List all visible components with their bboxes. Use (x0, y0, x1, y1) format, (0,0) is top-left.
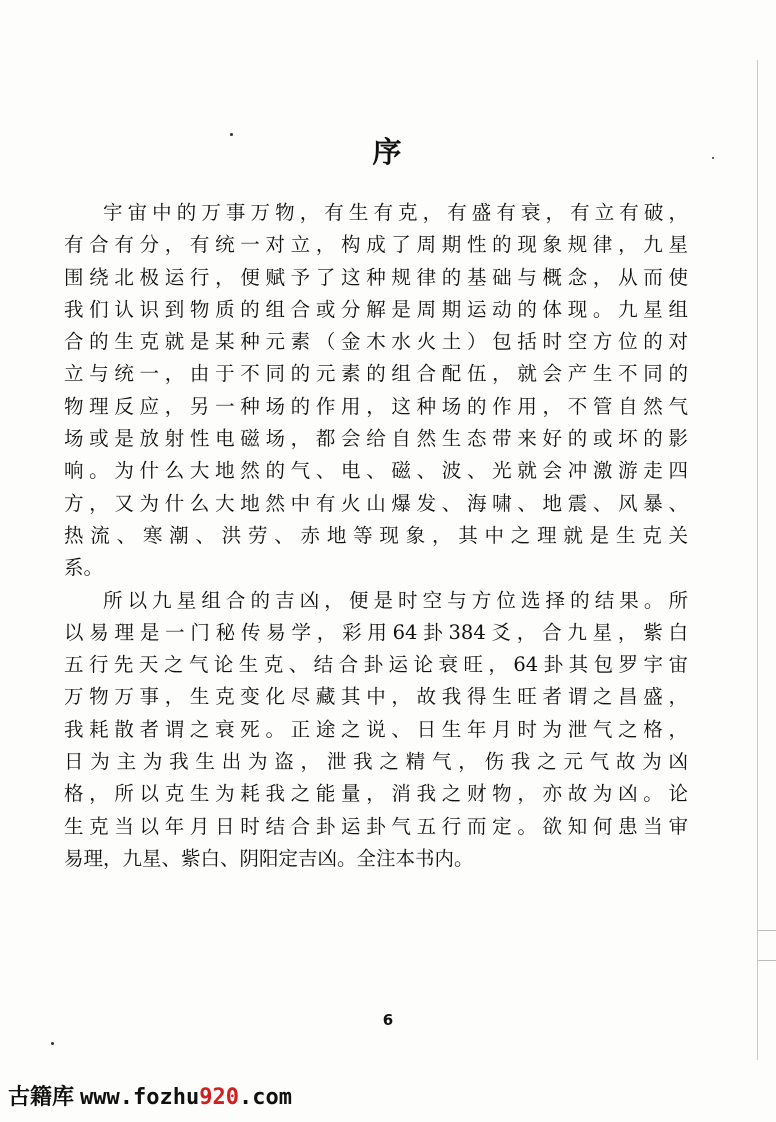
text-line: 万物万事，生克变化尽藏其中，故我得生旺者谓之昌盛， (64, 685, 688, 709)
watermark-url-suffix: .com (238, 1085, 292, 1110)
watermark-url-accent: 920 (199, 1085, 239, 1110)
text-line: 易理，九星、紫白、阴阳定吉凶。全注本书内。 (64, 846, 474, 870)
text-line: 热流、寒潮、洪劳、赤地等现象，其中之理就是生克关 (64, 523, 688, 547)
text-line: 围绕北极运行，便赋予了这种规律的基础与概念，从而使 (64, 265, 688, 289)
text-line: 方，又为什么大地然中有火山爆发、海啸、地震、风暴、 (64, 491, 688, 515)
site-watermark (8, 1083, 292, 1113)
text-line: 我们认识到物质的组合或分解是周期运动的体现。九星组 (64, 297, 688, 321)
text-line: 有合有分，有统一对立，构成了周期性的现象规律，九星 (64, 233, 688, 257)
scan-edge-mark (758, 930, 776, 931)
preface-body (64, 197, 688, 875)
page-number: 6 (382, 1011, 394, 1029)
text-line: 系。 (64, 556, 104, 580)
text-line: 响。为什么大地然的气、电、磁、波、光就会冲激游走四 (64, 459, 688, 483)
text-line: 宇宙中的万事万物，有生有克，有盛有衰，有立有破， (103, 201, 688, 224)
text-line: 立与统一，由于不同的元素的组合配伍，就会产生不同的 (64, 362, 688, 386)
text-line: 日为主为我生出为盗，泄我之精气，伤我之元气故为凶 (64, 750, 688, 774)
text-line: 以易理是一门秘传易学，彩用64卦384爻，合九星，紫白 (64, 620, 688, 644)
text-line: 所以九星组合的吉凶，便是时空与方位选择的结果。所 (103, 588, 688, 612)
text-line: 物理反应，另一种场的作用，这种场的作用，不管自然气 (64, 394, 688, 418)
text-line: 五行先天之气论生克、结合卦运论衰旺，64卦其包罗宇宙 (64, 653, 688, 677)
text-line: 场或是放射性电磁场，都会给自然生态带来好的或坏的影 (64, 427, 688, 451)
scan-speck (51, 1042, 54, 1045)
scan-edge-mark (758, 960, 776, 961)
watermark-url-prefix: www.fozhu (80, 1085, 200, 1110)
scan-edge-line (757, 60, 758, 1060)
text-line: 我耗散者谓之衰死。正途之说、日生年月时为泄气之格， (64, 717, 688, 741)
watermark-brand: 古籍库 (8, 1085, 75, 1110)
text-line: 格，所以克生为耗我之能量，消我之财物，亦故为凶。论 (64, 782, 688, 806)
page-title: 序 (372, 135, 404, 169)
watermark-url (80, 1085, 292, 1110)
text-line: 生克当以年月日时结合卦运卦气五行而定。欲知何患当审 (64, 814, 688, 838)
text-line: 合的生克就是某种元素（金木水火土）包括时空方位的对 (64, 330, 688, 354)
